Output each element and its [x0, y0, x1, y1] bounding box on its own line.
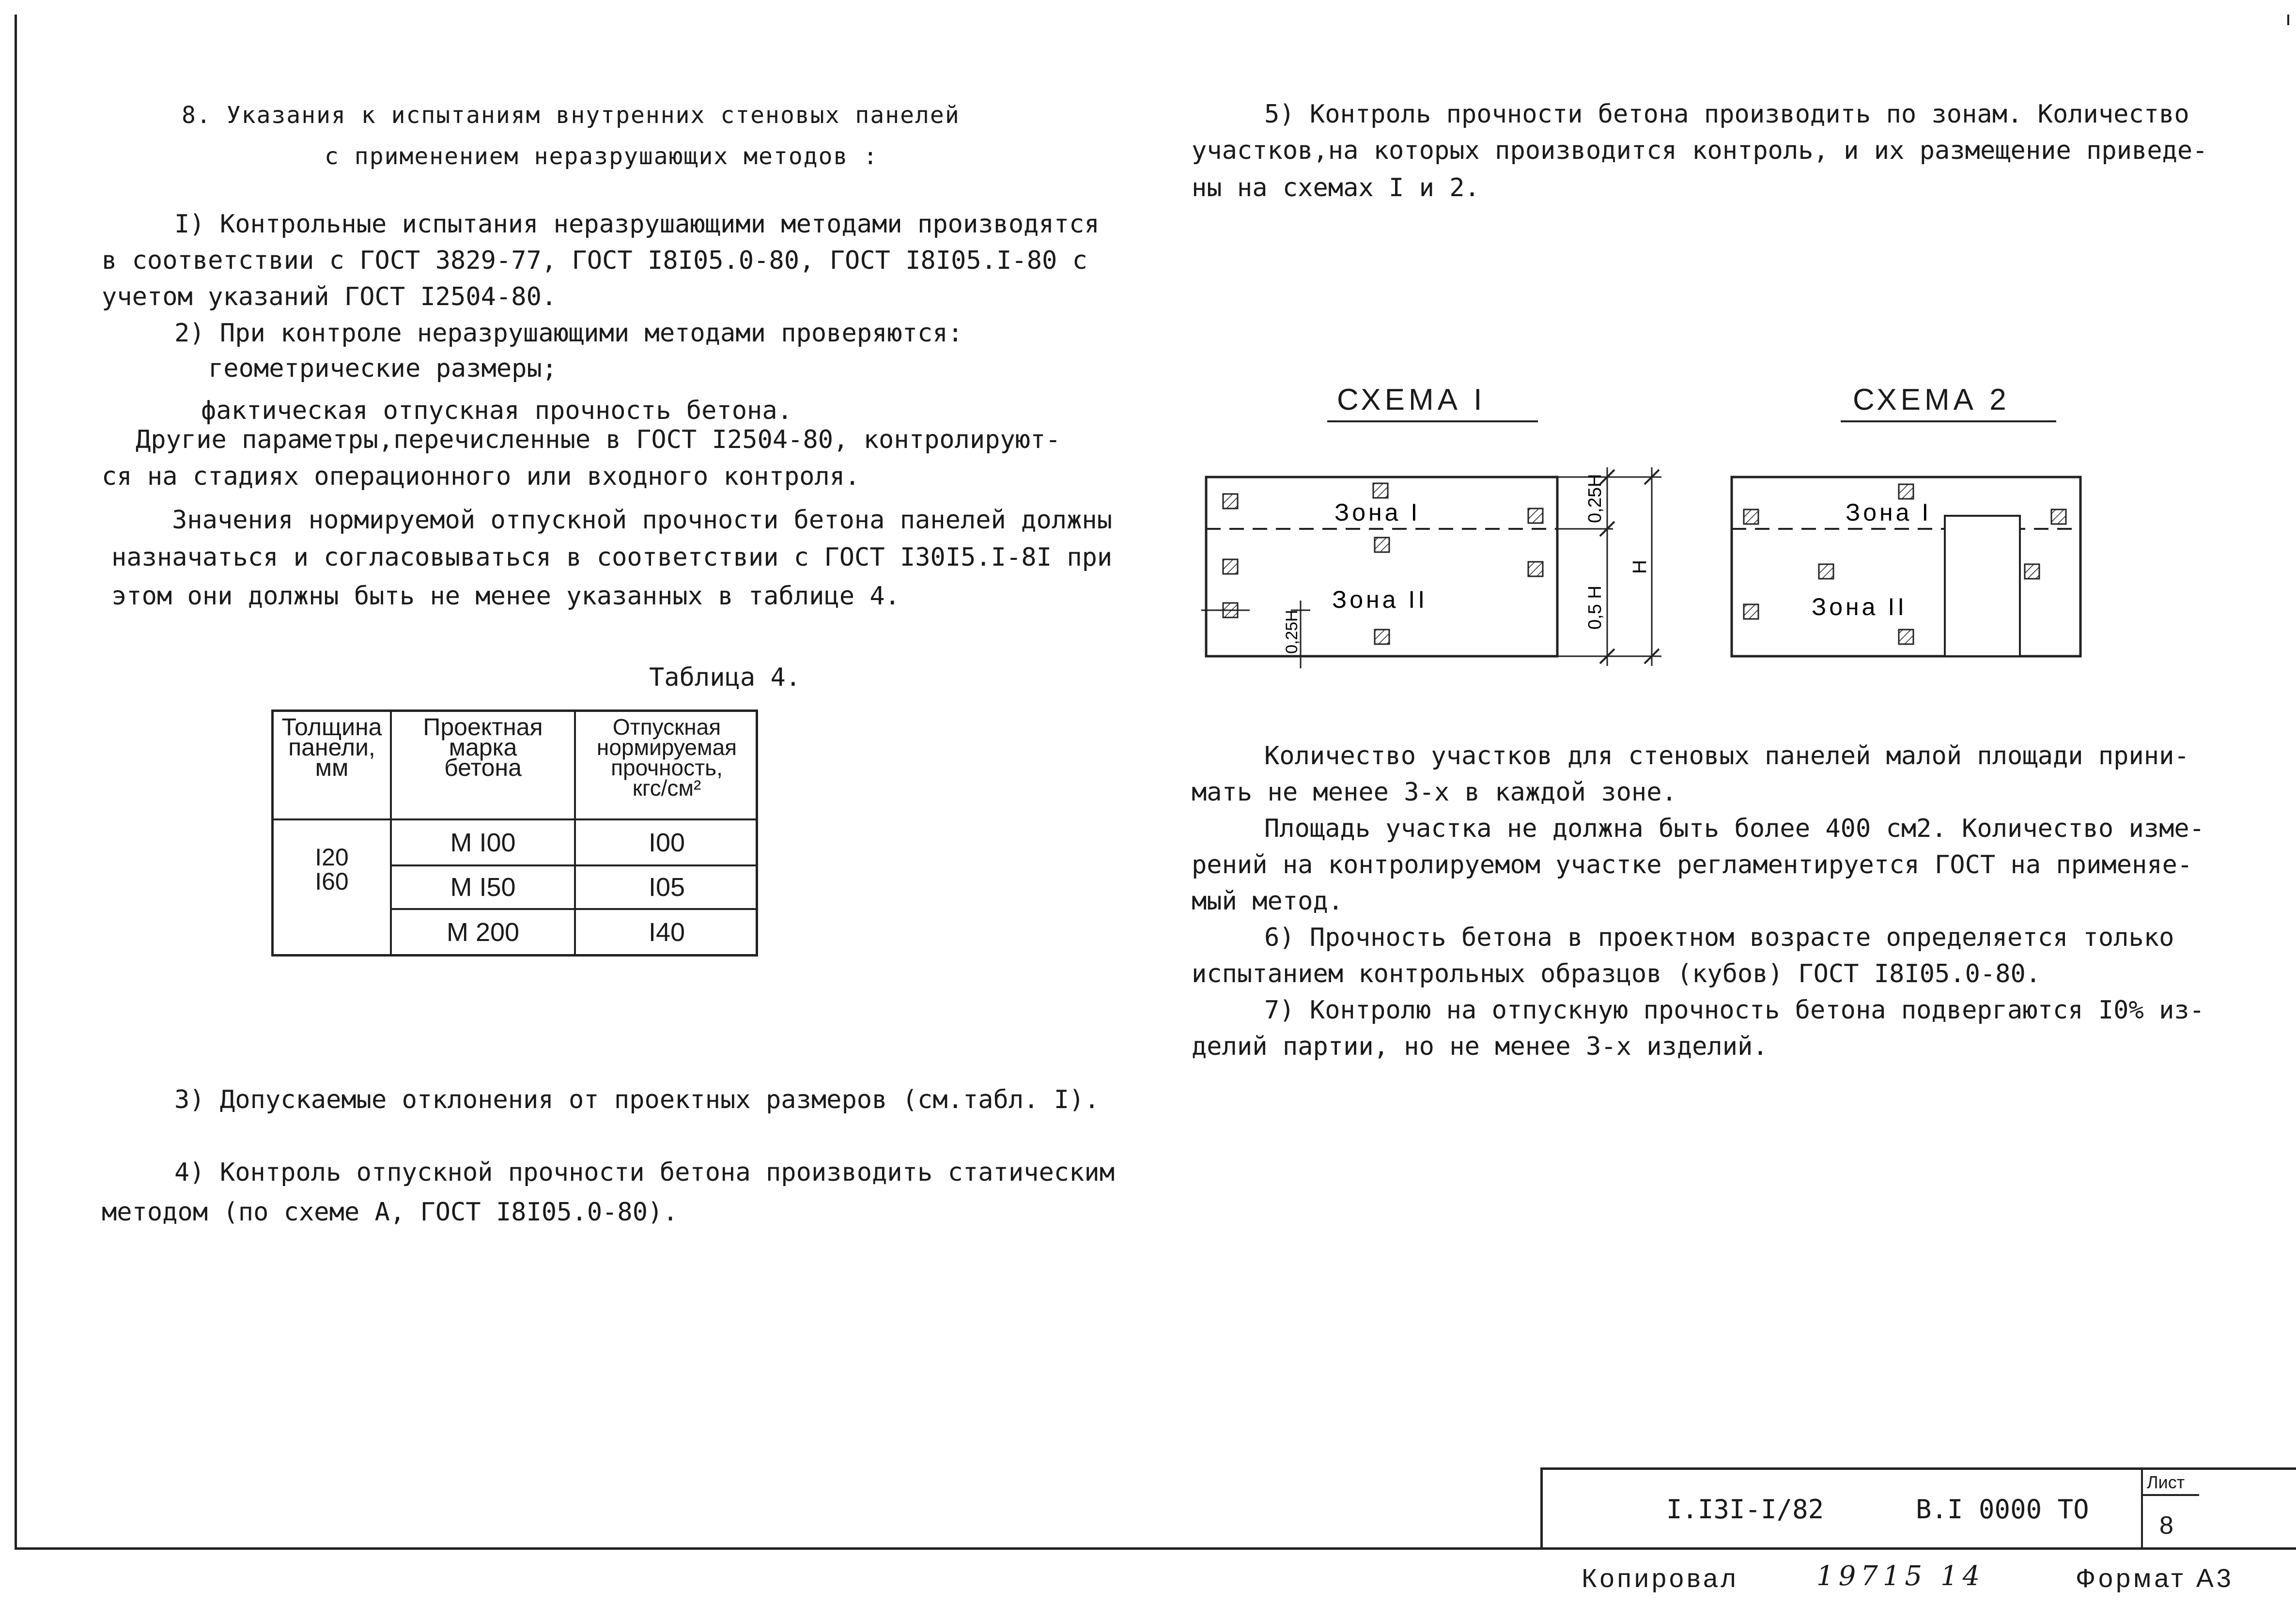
table-caption: Таблица 4.	[649, 663, 801, 692]
table-cell-grade: М I00	[450, 828, 516, 857]
table-cell-strength: I05	[648, 873, 685, 902]
test-site-marker	[1744, 604, 1758, 619]
test-site-marker	[1528, 509, 1543, 523]
paragraph-line: фактическая отпускная прочность бетона.	[201, 396, 792, 425]
paragraph-line: рений на контролируемом участке регламентируется ГОСТ на применяе-	[1192, 850, 2193, 879]
scheme1-dim-top-label: 0,25Н	[1585, 474, 1605, 523]
scheme2-zone1-label: Зона I	[1846, 499, 1932, 526]
test-site-marker	[1819, 564, 1833, 579]
test-site-marker	[1223, 494, 1238, 509]
paragraph-line: 4) Контроль отпускной прочности бетона производить статическим	[174, 1158, 1115, 1187]
scheme2-zone2-label: Зона II	[1812, 593, 1908, 620]
scheme1-diagram	[1201, 467, 1661, 668]
paragraph-line: Количество участков для стеновых панелей малой площади прини-	[1264, 741, 2189, 771]
scheme1-dim-left-label: 0,25Н	[1283, 610, 1301, 654]
table-cell-grade: М 200	[446, 917, 520, 947]
sheet-number: 8	[2159, 1511, 2173, 1540]
table-cell-thickness: I20 I60	[315, 844, 349, 895]
scheme1-title: СХЕМА I	[1337, 383, 1486, 416]
sheet-label: Лист	[2147, 1472, 2185, 1492]
paragraph-line: испытанием контрольных образцов (кубов) ГОСТ I8I05.0-80.	[1192, 959, 2041, 988]
paragraph-line: Другие параметры,перечисленные в ГОСТ I2504-80, контролируют-	[136, 425, 1061, 454]
copied-by-label: Копировал	[1582, 1564, 1739, 1593]
paragraph-line: ны на схемах I и 2.	[1192, 173, 1480, 202]
test-site-marker	[1223, 559, 1238, 574]
test-site-marker	[1528, 562, 1543, 576]
paragraph-line: учетом указаний ГОСТ I2504-80.	[102, 282, 557, 311]
test-site-marker	[1744, 509, 1758, 524]
title-block-divider	[2141, 1467, 2143, 1550]
paragraph-line: ся на стадиях операционного или входного контроля.	[102, 462, 860, 491]
format-label: Формат А3	[2076, 1564, 2234, 1593]
paragraph-line: 7) Контролю на отпускную прочность бетона подвергаются I0% из-	[1264, 996, 2205, 1025]
copied-signature: 19715 14	[1816, 1560, 1985, 1592]
paragraph-line: методом (по схеме А, ГОСТ I8I05.0-80).	[102, 1198, 678, 1227]
paragraph-line: Площадь участка не должна быть более 400 см2. Количество изме-	[1264, 814, 2205, 843]
scheme1-dim-bottom-label: 0,5 Н	[1585, 586, 1605, 630]
paragraph-line: этом они должны быть не менее указанных в таблице 4.	[111, 582, 900, 611]
table-cell-strength: I00	[648, 828, 685, 857]
paragraph-line: Значения нормируемой отпускной прочности бетона панелей должны	[172, 506, 1113, 535]
section-heading-line2: с применением неразрушающих методов :	[325, 143, 879, 170]
test-site-marker	[1899, 630, 1913, 644]
door-opening	[1945, 516, 2020, 656]
paragraph-line: назначаться и согласовываться в соответствии с ГОСТ I30I5.I-8I при	[111, 543, 1113, 572]
scheme1-dim-h-label: Н	[1629, 560, 1650, 574]
test-site-marker	[2051, 509, 2066, 524]
paragraph-line: участков,на которых производится контроль, и их размещение приведе-	[1192, 136, 2208, 165]
paragraph-line: геометрические размеры;	[208, 354, 558, 383]
scheme1-zone1-label: Зона I	[1334, 499, 1421, 526]
test-site-marker	[1375, 630, 1389, 644]
test-site-marker	[2025, 564, 2039, 579]
paragraph-line: 2) При контроле неразрушающими методами проверяются:	[174, 319, 963, 348]
scheme2-title: СХЕМА 2	[1853, 383, 2010, 416]
table-header-thickness: Толщина панели, мм	[281, 713, 382, 781]
test-site-marker	[1375, 538, 1389, 552]
scheme2-diagram	[1732, 477, 2080, 656]
paragraph-line: в соответствии с ГОСТ 3829-77, ГОСТ I8I05.0-80, ГОСТ I8I05.I-80 с	[102, 246, 1087, 275]
table-header-strength: Отпускная нормируемая прочность, кгс/см²	[596, 714, 737, 801]
table-cell-grade: М I50	[450, 873, 516, 902]
document-code: I.I3I-I/82	[1666, 1494, 1824, 1525]
paragraph-line: мать не менее 3-х в каждой зоне.	[1192, 778, 1677, 807]
table-cell-strength: I40	[648, 917, 685, 947]
section-heading-line1: 8. Указания к испытаниям внутренних стеновых панелей	[182, 102, 960, 129]
title-block-divider	[2141, 1494, 2199, 1496]
test-site-marker	[1373, 483, 1388, 498]
test-site-marker	[1899, 484, 1913, 499]
paragraph-line: 3) Допускаемые отклонения от проектных размеров (см.табл. I).	[174, 1085, 1100, 1114]
paragraph-line: 6) Прочность бетона в проектном возрасте определяется только	[1264, 923, 2174, 952]
sheet-reference: В.I 0000 ТО	[1916, 1494, 2089, 1525]
scheme1-zone2-label: Зона II	[1332, 586, 1428, 613]
paragraph-line: I) Контрольные испытания неразрушающими методами производятся	[174, 210, 1100, 239]
paragraph-line: делий партии, но не менее 3-х изделий.	[1192, 1032, 1768, 1061]
table-header-grade: Проектная марка бетона	[423, 713, 543, 781]
paragraph-line: мый метод.	[1192, 887, 1344, 916]
paragraph-line: 5) Контроль прочности бетона производить по зонам. Количество	[1264, 100, 2189, 129]
